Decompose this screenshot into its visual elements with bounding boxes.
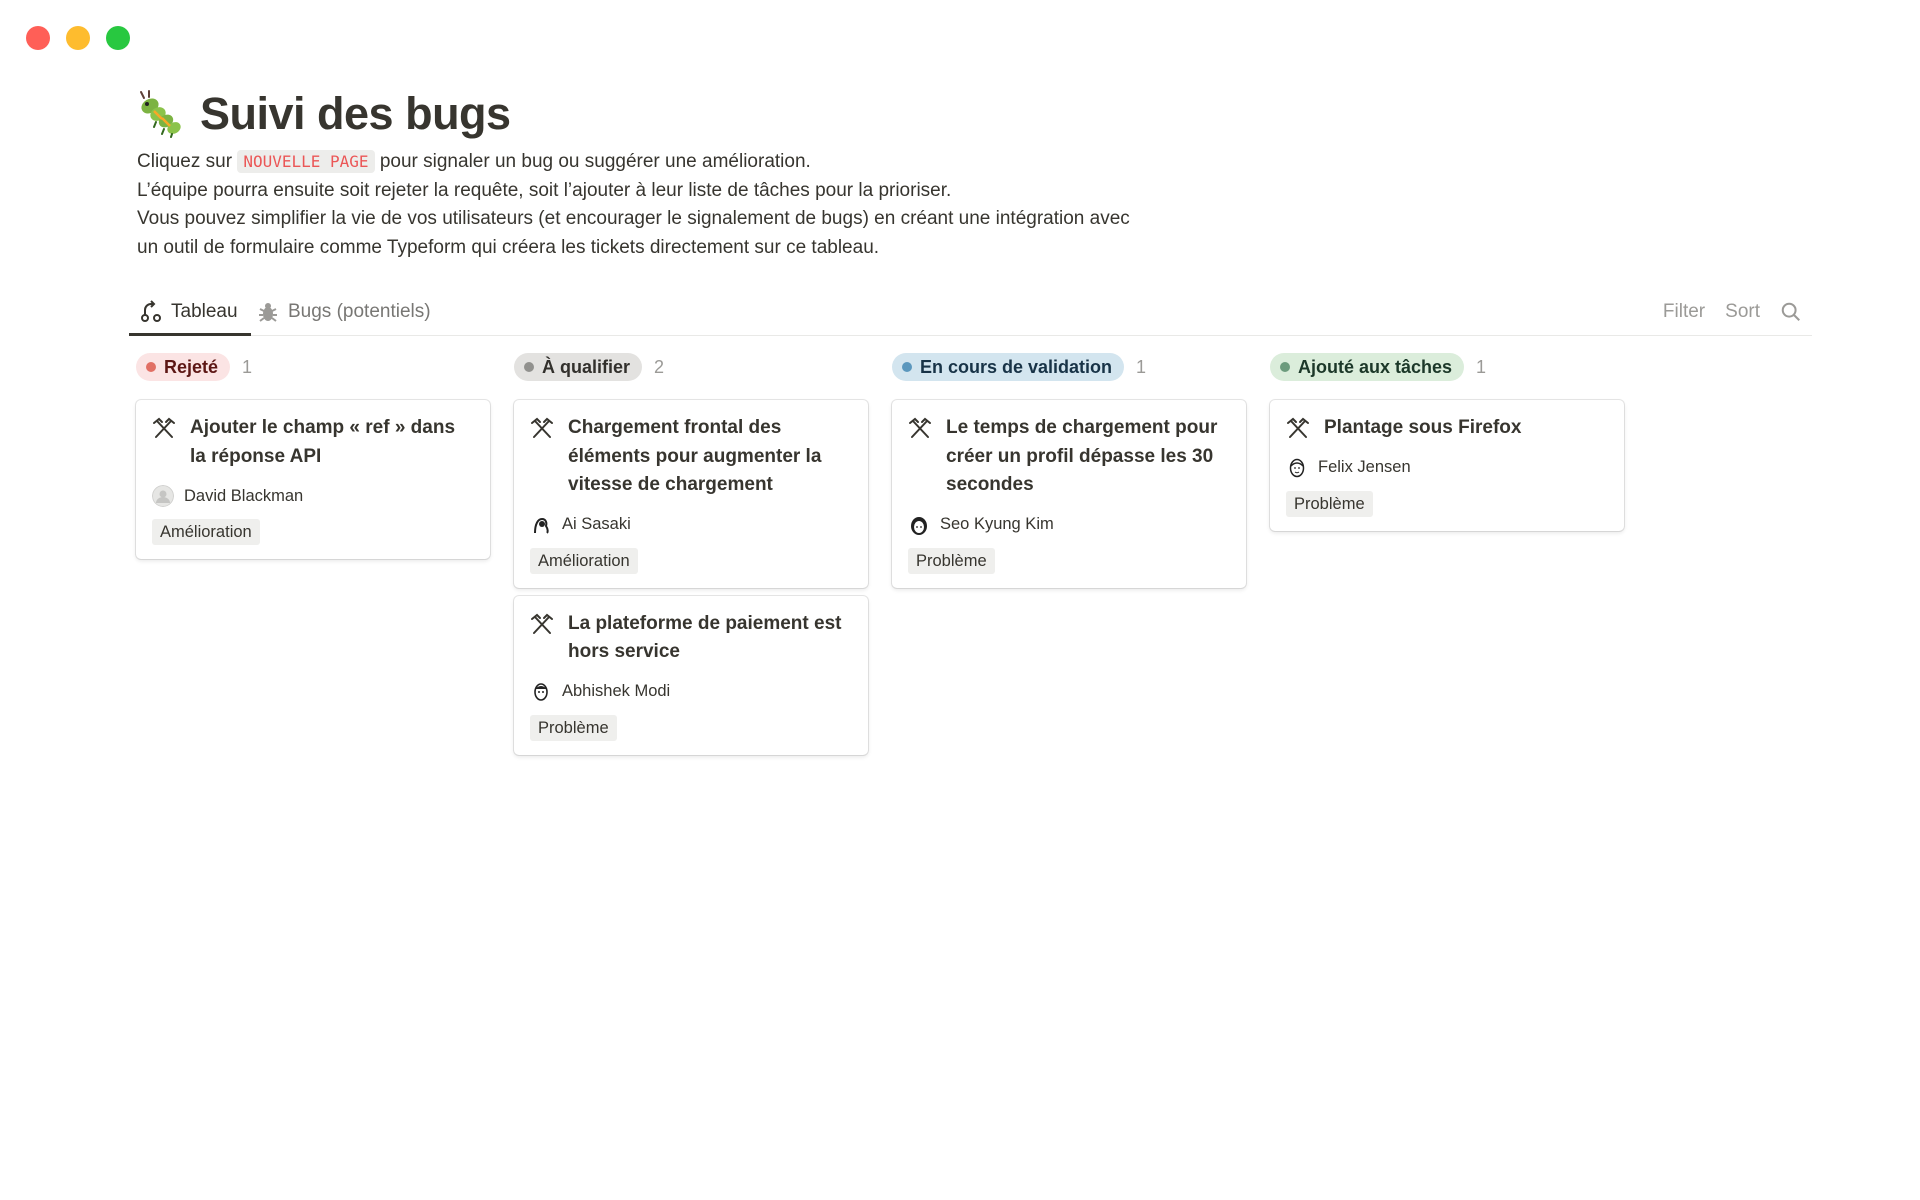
status-badge[interactable] (514, 353, 642, 381)
person-name: David Blackman (184, 486, 304, 505)
avatar (530, 681, 552, 703)
sort-button[interactable]: Sort (1725, 301, 1760, 322)
status-label: Rejeté (164, 356, 219, 377)
type-tag: Problème (908, 548, 995, 574)
maximize-window-button[interactable] (106, 26, 130, 50)
type-tag: Amélioration (152, 519, 260, 545)
description-text: pour signaler un bug ou suggérer une amélioration. (374, 151, 811, 172)
status-badge[interactable] (136, 353, 230, 381)
card-title-text: Plantage sous Firefox (1324, 417, 1522, 438)
bug-card[interactable] (1270, 400, 1624, 531)
view-tools (1663, 294, 1802, 330)
column-a-qualifier (514, 352, 868, 763)
column-ajoute-aux-taches (1270, 352, 1624, 539)
description-text: Cliquez sur (137, 151, 238, 172)
minimize-window-button[interactable] (66, 26, 90, 50)
description-line-1 (137, 148, 1237, 177)
close-window-button[interactable] (26, 26, 50, 50)
card-title (152, 414, 474, 471)
column-count: 1 (1136, 356, 1147, 377)
card-title (1286, 414, 1608, 443)
avatar (530, 514, 552, 536)
card-person (1286, 457, 1608, 479)
bug-card[interactable] (136, 400, 490, 559)
column-count: 1 (1476, 356, 1487, 377)
description-line-3: Vous pouvez simplifier la vie de vos utilisateurs (et encourager le signalement de bugs) en créant une intégration avec (137, 208, 1130, 229)
new-page-code: NOUVELLE PAGE (237, 150, 374, 173)
column-count: 2 (654, 356, 665, 377)
tab-tableau[interactable] (139, 294, 238, 330)
bug-card[interactable] (892, 400, 1246, 588)
status-label: Ajouté aux tâches (1298, 356, 1453, 377)
tab-label: Tableau (171, 301, 238, 322)
hammer-pick-icon (152, 417, 176, 441)
type-tag: Amélioration (530, 548, 638, 574)
status-dot (524, 362, 534, 372)
card-title-text: Le temps de chargement pour créer un profil dépasse les 30 secondes (946, 417, 1218, 495)
card-person (908, 514, 1230, 536)
hammer-pick-icon (530, 613, 554, 637)
filter-button[interactable]: Filter (1662, 301, 1706, 322)
active-tab-indicator (129, 333, 251, 336)
card-title (530, 610, 852, 667)
column-header (892, 352, 1246, 382)
status-dot (1280, 362, 1290, 372)
card-title (530, 414, 852, 500)
description-line-4: un outil de formulaire comme Typeform qui créera les tickets directement sur ce tableau. (137, 236, 880, 258)
search-icon[interactable] (1780, 301, 1802, 323)
avatar (152, 485, 174, 507)
card-title-text: Ajouter le champ « ref » dans la réponse API (190, 417, 456, 467)
board-icon (139, 300, 163, 324)
status-label: À qualifier (542, 356, 631, 377)
column-rejete (136, 352, 490, 567)
type-tag: Problème (1286, 491, 1373, 517)
bug-icon (256, 300, 280, 324)
person-name: Ai Sasaki (562, 515, 631, 533)
card-title-text: Chargement frontal des éléments pour augmenter la vitesse de chargement (568, 417, 822, 495)
type-tag: Problème (530, 715, 617, 741)
person-name: Abhishek Modi (562, 682, 671, 700)
column-header (514, 352, 868, 382)
status-label: En cours de validation (920, 356, 1113, 377)
card-person (152, 485, 474, 507)
card-person (530, 681, 852, 703)
column-en-cours-de-validation (892, 352, 1246, 596)
column-count: 1 (242, 356, 253, 377)
person-name: Seo Kyung Kim (940, 515, 1054, 533)
bug-card[interactable] (514, 400, 868, 588)
hammer-pick-icon (908, 417, 932, 441)
window-controls (26, 26, 130, 50)
status-dot (146, 362, 156, 372)
status-badge[interactable] (892, 353, 1124, 381)
avatar (908, 514, 930, 536)
hammer-pick-icon (1286, 417, 1310, 441)
column-header (136, 352, 490, 382)
page-header (136, 88, 511, 140)
hammer-pick-icon (530, 417, 554, 441)
view-tabs (129, 288, 1812, 336)
column-header (1270, 352, 1624, 382)
card-title (908, 414, 1230, 500)
page-description (137, 148, 1237, 262)
bug-card[interactable] (514, 596, 868, 755)
description-line-2: L’équipe pourra ensuite soit rejeter la requête, soit l’ajouter à leur liste de tâches pour la prioriser. (137, 179, 952, 201)
status-badge[interactable] (1270, 353, 1464, 381)
card-title-text: La plateforme de paiement est hors service (568, 612, 842, 662)
avatar (1286, 457, 1308, 479)
status-dot (902, 362, 912, 372)
caterpillar-bug-icon[interactable] (136, 89, 186, 139)
tab-label: Bugs (potentiels) (288, 301, 431, 322)
card-person (530, 514, 852, 536)
page-title: Suivi des bugs (200, 88, 511, 139)
tab-bugs-potentiels[interactable] (256, 294, 431, 330)
person-name: Felix Jensen (1318, 458, 1411, 476)
